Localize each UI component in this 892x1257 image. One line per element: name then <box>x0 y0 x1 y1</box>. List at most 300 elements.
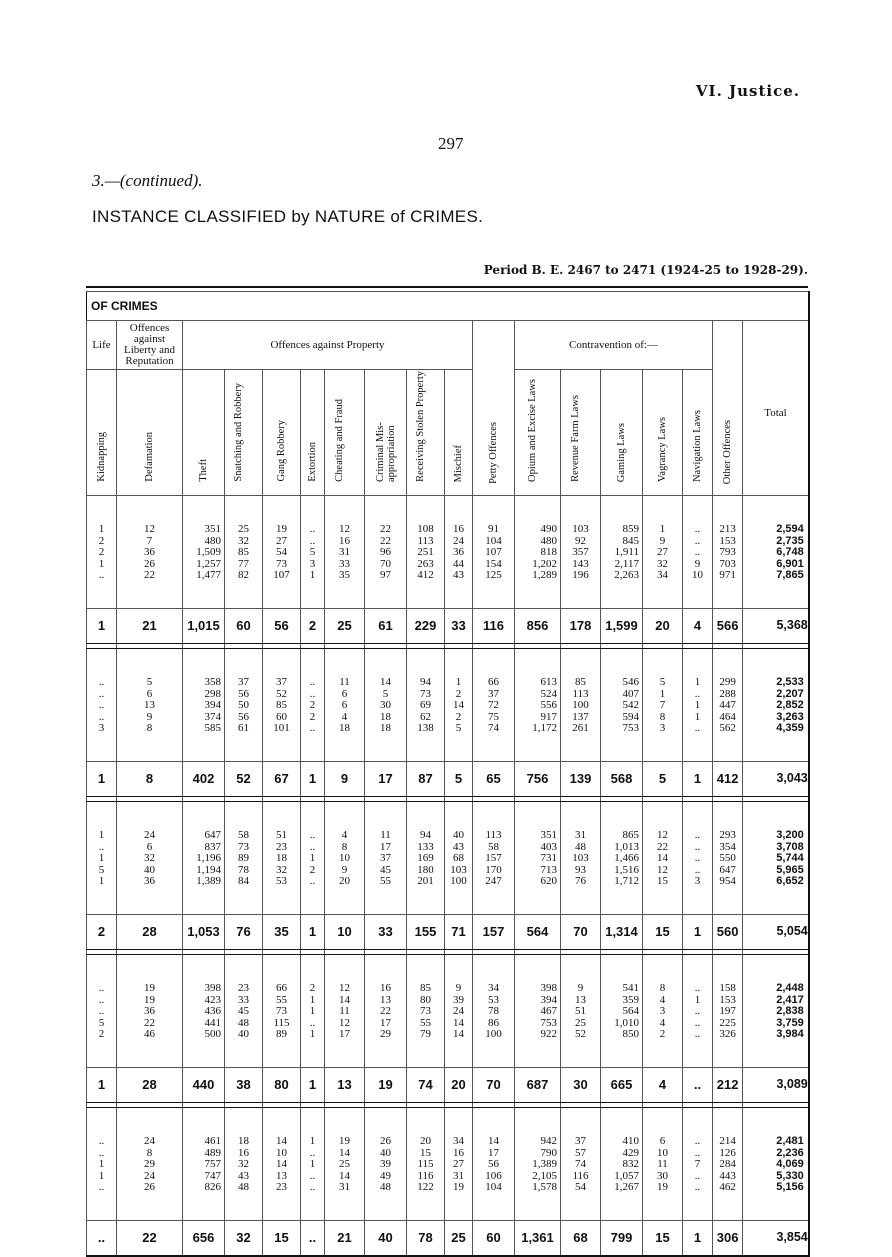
table-value: 2 <box>455 687 462 700</box>
table-value: 35 <box>339 569 350 581</box>
table-value: 32 <box>276 863 287 876</box>
table-value: 214 <box>719 1135 736 1147</box>
table-value: 26 <box>380 1135 391 1147</box>
table-value: 2 <box>455 710 462 723</box>
table-value: 8 <box>146 722 153 734</box>
table-value: .. <box>309 1146 316 1159</box>
table-value: 5,330 <box>776 1169 804 1182</box>
table-value: 19 <box>276 523 287 535</box>
value-cell <box>473 802 515 915</box>
table-value: 27 <box>453 1158 464 1170</box>
table-value: 169 <box>417 852 434 864</box>
table-value: 2 <box>309 863 316 876</box>
table-value: .. <box>309 523 316 535</box>
table-value: 22 <box>380 523 391 535</box>
value-cell <box>561 1108 601 1221</box>
table-value: 57 <box>575 1146 586 1159</box>
table-value: 14 <box>339 1146 350 1159</box>
value-cell <box>365 1108 407 1221</box>
table-value: 1 <box>98 829 105 841</box>
table-value: 247 <box>485 875 502 887</box>
value-cell <box>117 802 183 915</box>
summary-cell: 22 <box>117 1221 183 1257</box>
table-value: 500 <box>204 1028 221 1040</box>
table-value: 3,200 <box>776 829 804 841</box>
table-value: 22 <box>144 1016 155 1029</box>
table-value: 546 <box>622 676 639 688</box>
table-value: 942 <box>540 1135 557 1147</box>
table-value: 37 <box>238 676 249 688</box>
table-value: .. <box>98 982 105 994</box>
table-value: 2,533 <box>776 676 804 688</box>
table-value: 12 <box>339 1016 350 1029</box>
table-value: 48 <box>575 840 586 853</box>
value-cell <box>445 649 473 762</box>
table-value: 1 <box>694 676 701 688</box>
table-value: 2 <box>98 546 105 558</box>
table-value: 31 <box>339 1181 350 1193</box>
table-value: 3 <box>659 722 666 734</box>
value-cell <box>743 802 809 915</box>
table-value: 1,389 <box>532 1158 557 1170</box>
table-value: 77 <box>238 557 249 570</box>
summary-cell: 229 <box>407 609 445 644</box>
page-number: 297 <box>438 134 464 153</box>
crime-table <box>86 291 810 1257</box>
table-value: 971 <box>719 569 736 581</box>
table-value: 104 <box>485 1181 502 1193</box>
value-cell <box>183 802 225 915</box>
summary-cell: 13 <box>325 1068 365 1103</box>
table-value: 17 <box>380 840 391 853</box>
value-cell <box>263 649 301 762</box>
table-body <box>87 496 809 1257</box>
summary-cell: 1,314 <box>601 915 643 950</box>
table-value: 4 <box>341 710 348 723</box>
summary-cell: 178 <box>561 609 601 644</box>
table-value: 33 <box>339 557 350 570</box>
summary-cell: 116 <box>473 609 515 644</box>
table-value: 94 <box>420 676 431 688</box>
table-value: 85 <box>238 546 249 558</box>
table-value: 562 <box>719 722 736 734</box>
table-value: 15 <box>657 875 668 887</box>
value-cell <box>743 1108 809 1221</box>
value-cell <box>643 496 683 609</box>
table-value: 29 <box>380 1028 391 1040</box>
table-value: 398 <box>540 982 557 994</box>
table-value: 43 <box>453 569 464 581</box>
table-value: 922 <box>540 1028 557 1040</box>
summary-cell: 799 <box>601 1221 643 1257</box>
summary-cell: 212 <box>713 1068 743 1103</box>
summary-cell: 15 <box>643 1221 683 1257</box>
value-cell <box>445 496 473 609</box>
table-value: 8 <box>341 840 348 853</box>
table-value: .. <box>309 687 316 700</box>
table-value: 480 <box>540 534 557 547</box>
table-value: 40 <box>238 1028 249 1040</box>
table-value: 410 <box>622 1135 639 1147</box>
table-value: 12 <box>144 523 155 535</box>
table-value: 94 <box>420 829 431 841</box>
table-value: 201 <box>417 875 434 887</box>
table-value: 826 <box>204 1181 221 1193</box>
table-value: 859 <box>622 523 639 535</box>
table-value: 20 <box>420 1135 431 1147</box>
table-value: 351 <box>540 829 557 841</box>
value-cell <box>515 955 561 1068</box>
table-value: 6 <box>341 699 348 711</box>
summary-cell: 60 <box>225 609 263 644</box>
summary-cell: 1 <box>683 915 713 950</box>
summary-cell: 3,089 <box>743 1068 809 1103</box>
table-value: .. <box>98 840 105 853</box>
table-value: 126 <box>719 1146 736 1159</box>
table-value: 91 <box>488 523 499 535</box>
summary-cell: 15 <box>643 915 683 950</box>
table-value: 180 <box>417 863 434 876</box>
summary-cell: 60 <box>473 1221 515 1257</box>
value-cell <box>87 649 117 762</box>
table-value: 85 <box>276 699 287 711</box>
table-value: 731 <box>540 852 557 864</box>
table-value: 43 <box>453 840 464 853</box>
table-value: 299 <box>719 676 736 688</box>
table-value: 4 <box>659 1016 666 1029</box>
table-value: 1,289 <box>532 569 557 581</box>
summary-cell: 1 <box>301 762 325 797</box>
value-cell <box>407 649 445 762</box>
table-value: .. <box>309 722 316 734</box>
table-value: 6,748 <box>776 546 804 558</box>
summary-cell: 1 <box>683 762 713 797</box>
value-cell <box>561 649 601 762</box>
summary-cell: 80 <box>263 1068 301 1103</box>
summary-cell: 68 <box>561 1221 601 1257</box>
table-value: 73 <box>420 1005 431 1017</box>
summary-cell: 5 <box>445 762 473 797</box>
value-cell <box>743 955 809 1068</box>
table-value: 74 <box>575 1158 586 1170</box>
table-value: 4 <box>659 993 666 1006</box>
table-value: 7 <box>659 699 666 711</box>
table-value: 2 <box>309 710 316 723</box>
table-value: 9 <box>694 557 701 570</box>
table-value: 818 <box>540 546 557 558</box>
table-value: 747 <box>204 1169 221 1182</box>
summary-cell: 139 <box>561 762 601 797</box>
summary-cell: 1 <box>683 1221 713 1257</box>
table-value: 447 <box>719 699 736 711</box>
value-cell <box>515 1108 561 1221</box>
table-value: 4,069 <box>776 1158 804 1170</box>
table-value: 11 <box>380 829 391 841</box>
table-value: 1 <box>309 852 316 864</box>
table-value: .. <box>694 1005 701 1017</box>
summary-cell: 1 <box>87 762 117 797</box>
table-value: 16 <box>453 523 464 535</box>
table-value: 10 <box>692 569 703 581</box>
value-cell <box>407 1108 445 1221</box>
table-value: 5 <box>146 676 153 688</box>
year-values-block <box>87 1108 809 1221</box>
table-value: .. <box>694 852 701 864</box>
table-value: 14 <box>453 1016 464 1029</box>
summary-cell: 76 <box>225 915 263 950</box>
table-value: 9 <box>455 982 462 994</box>
value-cell <box>365 802 407 915</box>
table-value: 564 <box>622 1005 639 1017</box>
summary-cell: 5,368 <box>743 609 809 644</box>
value-cell <box>117 955 183 1068</box>
table-value: 489 <box>204 1146 221 1159</box>
table-value: 27 <box>276 534 287 547</box>
table-value: 11 <box>339 676 350 688</box>
table-value: 108 <box>417 523 434 535</box>
table-value: 153 <box>719 534 736 547</box>
table-value: 32 <box>238 534 249 547</box>
table-value: 2 <box>309 982 316 994</box>
table-value: 100 <box>572 699 589 711</box>
table-value: 620 <box>540 875 557 887</box>
table-value: 53 <box>488 993 499 1006</box>
table-value: 18 <box>276 852 287 864</box>
table-value: 556 <box>540 699 557 711</box>
table-value: 73 <box>276 1005 287 1017</box>
table-value: 56 <box>488 1158 499 1170</box>
value-cell <box>515 649 561 762</box>
col-head-petty: Petty Offences <box>473 321 515 496</box>
table-value: 14 <box>657 852 668 864</box>
value-cell <box>601 802 643 915</box>
table-value: 37 <box>276 676 287 688</box>
table-value: 85 <box>575 676 586 688</box>
summary-cell: 52 <box>225 762 263 797</box>
table-value: 30 <box>380 699 391 711</box>
value-cell <box>643 649 683 762</box>
table-value: .. <box>98 569 105 581</box>
value-cell <box>601 955 643 1068</box>
table-value: 39 <box>380 1158 391 1170</box>
value-cell <box>117 1108 183 1221</box>
table-value: 3,263 <box>776 710 804 723</box>
table-value: 48 <box>238 1016 249 1029</box>
table-value: 75 <box>488 710 499 723</box>
value-cell <box>683 1108 713 1221</box>
table-value: 374 <box>204 710 221 723</box>
table-value: 3 <box>98 722 105 734</box>
table-value: 45 <box>380 863 391 876</box>
table-value: 16 <box>238 1146 249 1159</box>
table-value: 40 <box>144 863 155 876</box>
year-values-block <box>87 496 809 609</box>
table-value: 16 <box>453 1146 464 1159</box>
summary-cell: 157 <box>473 915 515 950</box>
value-cell <box>713 955 743 1068</box>
table-value: 284 <box>719 1158 736 1170</box>
summary-row <box>87 1221 809 1257</box>
table-value: 107 <box>485 546 502 558</box>
summary-cell: .. <box>301 1221 325 1257</box>
summary-cell: 3,854 <box>743 1221 809 1257</box>
table-value: 467 <box>540 1005 557 1017</box>
value-cell <box>473 1108 515 1221</box>
summary-cell: 402 <box>183 762 225 797</box>
table-value: 113 <box>417 534 434 547</box>
col-head-misappropriation: Criminal Mis-appropriation <box>365 370 407 496</box>
value-cell <box>117 649 183 762</box>
table-value: 757 <box>204 1158 221 1170</box>
table-value: 115 <box>273 1016 290 1029</box>
table-value: 55 <box>380 875 391 887</box>
table-value: 436 <box>204 1005 221 1017</box>
value-cell <box>87 1108 117 1221</box>
table-value: 4,359 <box>776 722 804 734</box>
summary-row <box>87 915 809 950</box>
value-cell <box>407 955 445 1068</box>
table-value: 7 <box>146 534 153 547</box>
table-value: 18 <box>380 710 391 723</box>
table-value: 251 <box>417 546 434 558</box>
summary-cell: 2 <box>87 915 117 950</box>
table-value: 55 <box>276 993 287 1006</box>
value-cell <box>643 1108 683 1221</box>
value-cell <box>117 496 183 609</box>
table-value: 837 <box>204 840 221 853</box>
summary-cell: 56 <box>263 609 301 644</box>
table-value: 5 <box>309 546 316 558</box>
table-value: 125 <box>485 569 502 581</box>
table-value: 32 <box>238 1158 249 1170</box>
value-cell <box>87 802 117 915</box>
table-value: 8 <box>146 1146 153 1159</box>
table-value: .. <box>98 1181 105 1193</box>
value-cell <box>515 802 561 915</box>
table-value: 12 <box>339 523 350 535</box>
table-value: 12 <box>657 829 668 841</box>
summary-cell: 21 <box>117 609 183 644</box>
table-value: 24 <box>144 1169 155 1182</box>
value-cell <box>225 1108 263 1221</box>
table-value: .. <box>694 546 701 558</box>
value-cell <box>263 802 301 915</box>
table-value: 5 <box>659 676 666 688</box>
value-cell <box>183 1108 225 1221</box>
summary-cell: 1,361 <box>515 1221 561 1257</box>
table-value: 92 <box>575 534 586 547</box>
table-value: 17 <box>380 1016 391 1029</box>
table-value: 359 <box>622 993 639 1006</box>
value-cell <box>301 496 325 609</box>
table-value: .. <box>98 710 105 723</box>
table-value: 1 <box>98 523 105 535</box>
table-value: 66 <box>276 982 287 994</box>
summary-cell: 4 <box>683 609 713 644</box>
table-value: 68 <box>453 852 464 864</box>
table-value: 54 <box>575 1181 586 1193</box>
table-value: 10 <box>276 1146 287 1159</box>
summary-cell: .. <box>87 1221 117 1257</box>
summary-cell: 568 <box>601 762 643 797</box>
value-cell <box>325 955 365 1068</box>
table-value: 1 <box>309 1135 316 1147</box>
year-values-block <box>87 802 809 915</box>
summary-cell: 10 <box>325 915 365 950</box>
table-value: 429 <box>622 1146 639 1159</box>
table-value: 113 <box>485 829 502 841</box>
summary-cell: 5,054 <box>743 915 809 950</box>
table-value: 50 <box>238 699 249 711</box>
table-value: 116 <box>417 1169 434 1182</box>
table-value: 13 <box>276 1169 287 1182</box>
table-value: 16 <box>380 982 391 994</box>
col-head-kidnapping: Kidnapping <box>87 370 117 496</box>
summary-cell: 9 <box>325 762 365 797</box>
table-value: .. <box>694 722 701 734</box>
table-value: 138 <box>417 722 434 734</box>
table-value: 2 <box>659 1028 666 1040</box>
table-value: 441 <box>204 1016 221 1029</box>
table-value: .. <box>694 840 701 853</box>
table-value: 10 <box>657 1146 668 1159</box>
value-cell <box>601 649 643 762</box>
table-value: 61 <box>238 722 249 734</box>
table-value: .. <box>309 1169 316 1182</box>
table-value: .. <box>694 1181 701 1193</box>
table-value: 80 <box>420 993 431 1006</box>
table-value: 213 <box>719 523 736 535</box>
table-value: 8 <box>659 710 666 723</box>
value-cell <box>561 496 601 609</box>
table-value: 647 <box>719 863 736 876</box>
section-heading: VI. Justice. <box>695 82 800 100</box>
summary-cell: 155 <box>407 915 445 950</box>
summary-cell: 74 <box>407 1068 445 1103</box>
summary-cell: 5 <box>643 762 683 797</box>
summary-cell: 1 <box>301 1068 325 1103</box>
value-cell <box>183 955 225 1068</box>
value-cell <box>713 1108 743 1221</box>
page-subtitle: INSTANCE CLASSIFIED by NATURE of CRIMES. <box>92 207 484 226</box>
summary-cell: 856 <box>515 609 561 644</box>
group-contravention: Contravention of:— <box>515 321 713 370</box>
table-value: 647 <box>204 829 221 841</box>
table-value: 14 <box>276 1135 287 1147</box>
col-head-other: Other Offences <box>713 321 743 496</box>
summary-cell: 67 <box>263 762 301 797</box>
table-value: 6 <box>146 687 153 700</box>
table-value: 298 <box>204 687 221 700</box>
table-value: 22 <box>657 840 668 853</box>
table-value: 29 <box>144 1158 155 1170</box>
table-value: 464 <box>719 710 736 723</box>
col-head-defamation: Defamation <box>117 370 183 496</box>
table-value: 143 <box>572 557 589 570</box>
value-cell <box>325 496 365 609</box>
table-value: 27 <box>657 546 668 558</box>
continued-text: 3.—(continued). <box>92 171 203 190</box>
table-value: 1,712 <box>614 875 639 887</box>
period-label: Period B. E. 2467 to 2471 (1924-25 to 1928-29). <box>483 263 808 277</box>
value-cell <box>365 496 407 609</box>
table-value: 542 <box>622 699 639 711</box>
top-rule <box>86 286 808 288</box>
value-cell <box>183 496 225 609</box>
table-value: .. <box>98 676 105 688</box>
summary-cell: 35 <box>263 915 301 950</box>
table-value: 613 <box>540 676 557 688</box>
